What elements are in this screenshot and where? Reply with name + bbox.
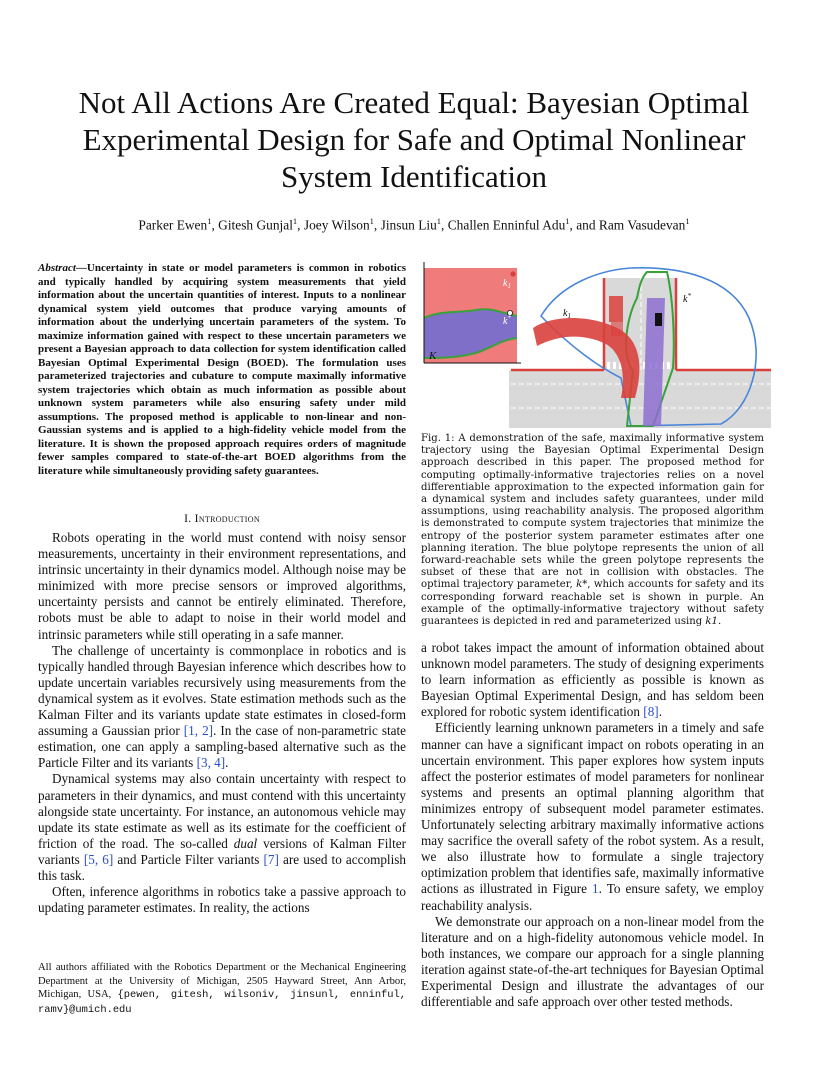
- kstar-label: k*: [503, 314, 511, 327]
- paragraph-text: The challenge of uncertainty is commonplace in robotics and is typically handled through Bayesian inference which describes how to update uncertain variables recursively using measurements from the dynamical system as it evolves. State estimation methods such as the Kalman Filter and its variants update state estimates in closed-form assuming a Gaussian prior: [38, 642, 406, 739]
- author-list: Parker Ewen$^1$, Gitesh Gunjal$^1$, Joey Wilson$^1$, Jinsun Liu$^1$, Challen Enninful Adu$^1$, and Ram Vasudevan$^1$: [138, 216, 690, 233]
- author: Jinsun Liu: [380, 217, 437, 233]
- paragraph: We demonstrate our approach on a non-linear model from the literature and on a high-fidelity autonomous vehicle model. In both instances, we compare our approach for a single planning iteration against state-of-the-art techniques for Bayesian Optimal Experimental Design and illustrate the advantages of our differentiable and safe approach over other tested methods.: [421, 913, 764, 1010]
- citation-link[interactable]: [8]: [643, 704, 659, 720]
- parameter-space-panel: [424, 262, 521, 363]
- figure-caption: [421, 433, 764, 628]
- affiliation-mark: 1: [292, 216, 298, 226]
- citation-link[interactable]: [1, 2]: [183, 723, 214, 739]
- road-scene: [509, 278, 771, 428]
- paragraph: [421, 720, 764, 913]
- abstract-text: —Uncertainty in state or model parameters is common in robotics and typically handled by acquiring system measurements that yield information about the uncertain quantities of interest. Inputs to a nonlinear dynamical system yield outcomes that produce varying amounts of information about the underlying uncertain parameters of the system. To maximize information gained with respect to these uncertain parameters we present a Bayesian approach to data collection for system identification called Bayesian Optimal Experimental Design (BOED). The formulation uses parameterized trajectories and cubature to compute maximally informative system trajectories which obtain as much information as possible about unknown system parameters while also ensuring safety under mild assumptions. The proposed method is applicable to non-linear and non-Gaussian systems and is applied to a high-fidelity vehicle model from the literature. It is shown the proposed approach requires orders of magnitude fewer samples compared to state-of-the-art BOED algorithms from the literature while simultaneously providing safety guarantees.: [38, 262, 406, 477]
- affiliation-mark: 1: [207, 216, 212, 226]
- caption-symbol: k1: [705, 616, 718, 628]
- k1-point: [510, 271, 515, 276]
- figure-reference-link[interactable]: 1: [592, 881, 599, 897]
- abstract-label: Abstract: [38, 262, 76, 274]
- citation-link[interactable]: [5, 6]: [83, 851, 114, 867]
- paragraph: Robots operating in the world must contend with noisy sensor measurements, uncertainty in their environment representations, and intrinsic uncertainty in their dynamics model. Although noise may be minimized with more precise sensors or improved algorithms, uncertainty persists and cannot be entirely eliminated. Therefore, robots must be able to adapt to noise in their world model and intrinsic parameters while still operating in a safe manner.: [38, 530, 406, 642]
- paragraph: [38, 643, 406, 772]
- paragraph-text: . To ensure safety, we employ reachability analysis.: [421, 881, 764, 913]
- parked-car: [609, 296, 623, 322]
- abstract: [38, 262, 406, 478]
- paragraph-text: are used to accomplish this task.: [38, 851, 406, 883]
- author: Joey Wilson: [303, 217, 370, 233]
- caption-symbol: k*: [576, 579, 588, 591]
- affiliation-mark: 1: [436, 216, 442, 226]
- paragraph-text: .: [225, 755, 229, 771]
- emphasis: dual: [233, 835, 258, 851]
- citation-link[interactable]: [7]: [263, 851, 279, 867]
- paragraph-text: Dynamical systems may also contain uncertainty with respect to parameters in their dynamics, and must contend with this uncertainty alongside state uncertainty. For instance, an autonomous vehicle may update its state estimate as well as its estimate for the coefficient of friction of the road. The so-called: [38, 771, 406, 851]
- caption-text: Fig. 1: A demonstration of the safe, maximally informative system trajectory using the Bayesian Optimal Experimental Design approach described in this paper. The proposed method for computing optimally-informative trajectories relies on a novel differentiable approximation to the expected information gain for a dynamical system and includes safety guarantees, under mild assumptions, using reachability analysis. The proposed algorithm is demonstrated to compute system trajectories that minimize the entropy of the posterior system parameter estimates after one planning iteration. The blue polytope represents the union of all forward-reachable sets while the green polytope represents the subset of these that are not in collision with obstacles. The optimal trajectory parameter,: [421, 433, 764, 591]
- paragraph-text: and Particle Filter variants: [113, 851, 264, 867]
- paragraph-text: Efficiently learning unknown parameters in a timely and safe manner can have a significant impact on robots operating in an uncertain environment. This paper explores how system inputs affect the posterior estimates of model parameters for nonlinear systems and presents an optimal planning algorithm that minimizes entropy of subsequent model parameter estimates. Unfortunately selecting arbitrary maximally informative actions may sacrifice the overall safety of the robot system. As a result, we also illustrate how to formulate a single trajectory optimization problem that identifies safe, maximally informative actions as illustrated in Figure: [421, 720, 764, 897]
- email-list: {pewen, gitesh, wilsoniv, jinsunl, enninful, ramv}@umich.edu: [38, 989, 407, 1016]
- ego-vehicle: [655, 313, 662, 326]
- section-number: I.: [184, 512, 192, 525]
- k1-trajectory-label: $k_1$: [563, 308, 571, 320]
- k1-label: $k_1$: [503, 278, 511, 290]
- figure-1: [421, 258, 771, 430]
- paragraph-text: .: [658, 704, 662, 720]
- footnote-text: All authors affiliated with the Robotics Department or the Mechanical Engineering Department at the University of Michigan, 2505 Hayward Street, Ann Arbor, Michigan, USA,: [38, 962, 406, 1000]
- section-title: Introduction: [194, 512, 260, 525]
- paragraph-text: . In the case of non-parametric state estimation, one can apply a sampling-based alternative such as the Particle Filter and its variants: [38, 723, 406, 771]
- affiliation-mark: 1: [565, 216, 570, 226]
- author: Challen Enninful Adu: [447, 217, 566, 233]
- author: Gitesh Gunjal: [218, 217, 293, 233]
- paragraph-text: versions of Kalman Filter variants: [38, 835, 406, 867]
- affiliation-mark: 1: [369, 216, 374, 226]
- caption-text: .: [717, 616, 722, 628]
- kstar-trajectory-label: k*: [683, 292, 691, 305]
- caption-text: , which accounts for safety and its corresponding forward reachable set is shown in purple. An example of the optimally-informative trajectory without safety guarantees is depicted in red and parameterized using: [421, 579, 764, 628]
- citation-link[interactable]: [3, 4]: [196, 755, 226, 771]
- author: Ram Vasudevan: [598, 217, 686, 233]
- author: Parker Ewen: [138, 217, 208, 233]
- paragraph: [38, 771, 406, 884]
- intro-left-column: [38, 530, 406, 916]
- section-heading: [38, 512, 406, 525]
- intro-right-column: [421, 640, 764, 1010]
- affiliation-mark: 1: [685, 216, 690, 226]
- paper-title: Not All Actions Are Created Equal: Bayesian Optimal Experimental Design for Safe and Optimal Nonlinear System Identification: [78, 85, 750, 194]
- footnote: [38, 961, 406, 1017]
- paragraph-text: a robot takes impact the amount of information obtained about unknown model parameters. The study of designing experiments to learn information as efficiently as possible is known as Bayesian Optimal Experimental Design, and has seldom been explored for robotic system identification: [421, 640, 764, 720]
- paragraph: Often, inference algorithms in robotics take a passive approach to updating parameter estimates. In reality, the actions: [38, 884, 406, 916]
- K-label: K: [429, 350, 437, 362]
- paragraph: [421, 640, 764, 720]
